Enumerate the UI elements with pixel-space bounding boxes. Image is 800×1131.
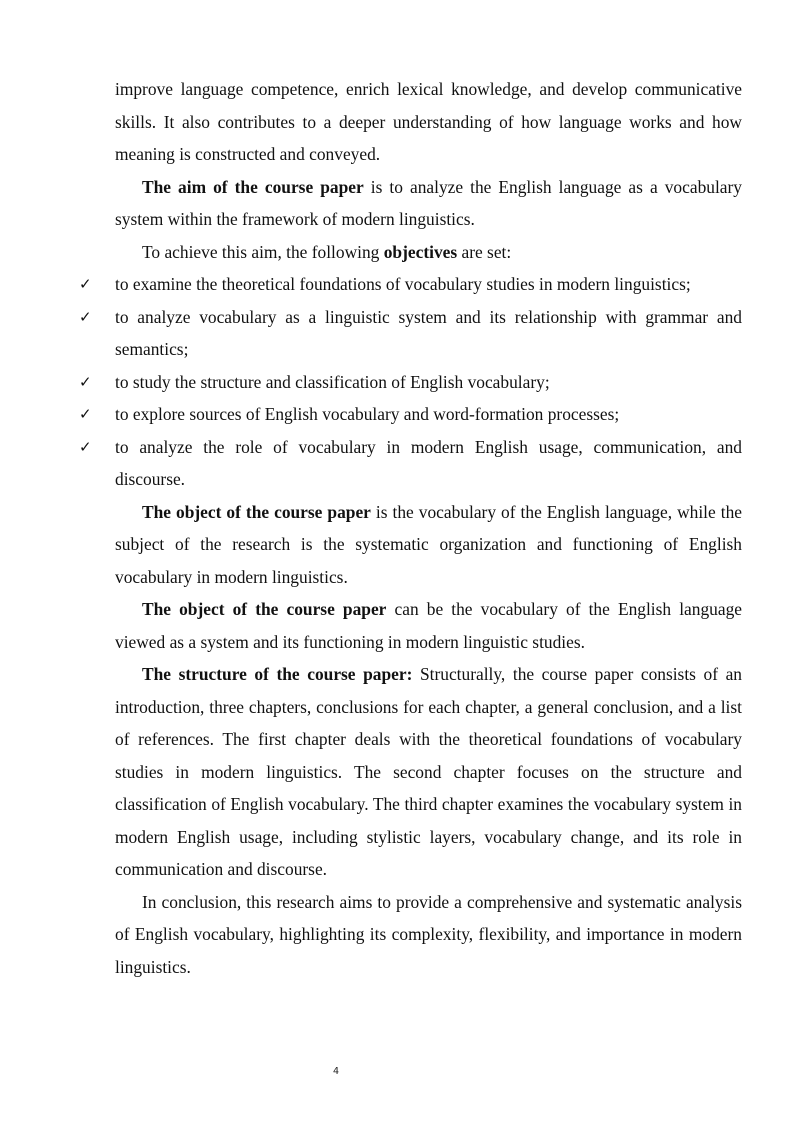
- checkmark-icon: ✓: [79, 372, 92, 391]
- object-paragraph: [115, 496, 742, 594]
- structure-text: Structurally, the course paper consists of an introduction, three chapters, conclusions for each chapter, a general conclusion, and a list of references. The first chapter deals with the theoretical foundations of vocabulary studies in modern linguistics. The second chapter focuses on the structure and classification of English vocabulary. The third chapter examines the vocabulary system in modern English usage, including stylistic layers, vocabulary change, and its role in communication and discourse.: [115, 664, 742, 879]
- object-text: is the vocabulary of the English language, while the subject of the research is the systematic organization and functioning of English vocabulary in modern linguistics.: [115, 501, 742, 587]
- aim-text: is to analyze the English language as a vocabulary system within the framework of modern linguistics.: [115, 176, 742, 229]
- object-heading: The object of the course paper: [142, 501, 371, 522]
- checkmark-icon: ✓: [79, 437, 92, 456]
- list-item: [79, 301, 742, 366]
- list-item: [79, 431, 742, 496]
- objectives-keyword: objectives: [383, 241, 458, 262]
- page-number: 4: [332, 1066, 340, 1077]
- intro-continuation-paragraph: improve language competence, enrich lexical knowledge, and develop communicative skills. It also contributes to a deeper understanding of how language works and how meaning is constructed and conveyed.: [115, 79, 742, 164]
- checkmark-icon: ✓: [79, 275, 92, 293]
- objective-text: to analyze vocabulary as a linguistic system and its relationship with grammar and semantics;: [115, 306, 742, 359]
- list-item: [79, 366, 742, 399]
- objective-text: to examine the theoretical foundations of vocabulary studies in modern linguistics;: [115, 274, 691, 294]
- page-body: [79, 73, 742, 983]
- aim-heading: The aim of the course paper: [142, 176, 364, 197]
- objectives-list: [79, 268, 742, 496]
- aim-paragraph: [115, 171, 742, 236]
- conclusion-paragraph: In conclusion, this research aims to provide a comprehensive and systematic analysis of English vocabulary, highlighting its complexity, flexibility, and importance in modern linguistics.: [115, 891, 742, 977]
- objective-text: to analyze the role of vocabulary in modern English usage, communication, and discourse.: [115, 436, 742, 489]
- structure-paragraph: [115, 658, 742, 886]
- checkmark-icon: ✓: [79, 307, 92, 326]
- list-item: [79, 268, 742, 301]
- objectives-intro-paragraph: [115, 236, 742, 269]
- objectives-intro-suffix: are set:: [457, 241, 512, 262]
- objective-text: to study the structure and classification of English vocabulary;: [115, 371, 550, 392]
- structure-heading: The structure of the course paper:: [142, 664, 413, 684]
- list-item: [79, 398, 742, 431]
- checkmark-icon: ✓: [79, 405, 92, 423]
- object-alt-paragraph: [115, 593, 742, 658]
- object-alt-text: can be the vocabulary of the English language viewed as a system and its functioning in modern linguistic studies.: [115, 599, 742, 652]
- object-alt-heading: The object of the course paper: [142, 599, 387, 619]
- objectives-intro-text: To achieve this aim, the following: [142, 241, 384, 262]
- objective-text: to explore sources of English vocabulary and word-formation processes;: [115, 404, 620, 424]
